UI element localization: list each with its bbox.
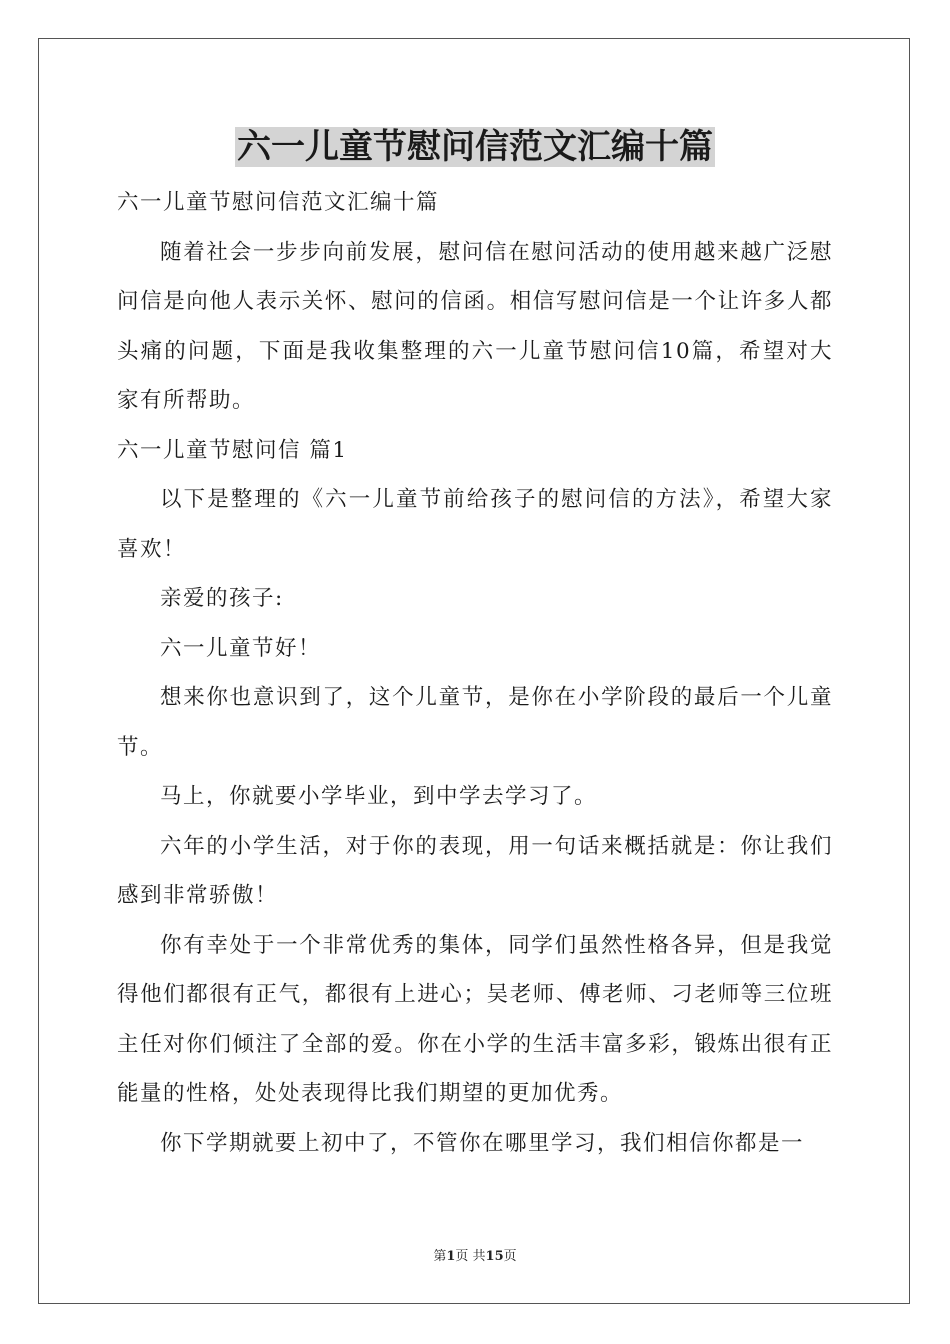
paragraph: 六一儿童节好！ <box>160 635 322 661</box>
paragraph: 亲爱的孩子: <box>160 586 284 611</box>
page-number-mid: 页 共 <box>455 1249 486 1264</box>
page-number-prefix: 第 <box>433 1249 447 1264</box>
document-body <box>117 178 833 1168</box>
paragraph: 想来你也意识到了，这个儿童节，是你在小学阶段的最后一个儿童节。 <box>117 685 833 760</box>
page-number-current: 1 <box>446 1249 456 1264</box>
page-footer <box>0 1248 950 1266</box>
paragraph: 六年的小学生活，对于你的表现，用一句话来概括就是：你让我们感到非常骄傲！ <box>117 833 833 908</box>
paragraph: 你下学期就要上初中了，不管你在哪里学习，我们相信你都是一 <box>160 1130 805 1156</box>
paragraph: 你有幸处于一个非常优秀的集体，同学们虽然性格各异，但是我觉得他们都很有正气，都很有上进心；吴老师、傅老师、刁老师等三位班主任对你们倾注了全部的爱。你在小学的生活丰富多彩，锻炼出很有正能量的性格，处处表现得比我们期望的更加优秀。 <box>117 932 833 1106</box>
paragraph: 六一儿童节慰问信范文汇编十篇 <box>117 190 440 215</box>
document-title-text: 六一儿童节慰问信范文汇编十篇 <box>237 127 713 167</box>
paragraph: 随着社会一步步向前发展，慰问信在慰问活动的使用越来越广泛慰问信是向他人表示关怀、慰问的信函。相信写慰问信是一个让许多人都头痛的问题，下面是我收集整理的六一儿童节慰问信10篇，希望对大家有所帮助。 <box>117 239 833 413</box>
page-number-suffix: 页 <box>503 1249 517 1264</box>
document-title <box>0 124 950 170</box>
paragraph: 以下是整理的《六一儿童节前给孩子的慰问信的方法》，希望大家喜欢！ <box>117 487 833 562</box>
paragraph: 六一儿童节慰问信 篇1 <box>117 437 348 463</box>
page-number-total: 15 <box>485 1249 504 1264</box>
paragraph: 马上，你就要小学毕业，到中学去学习了。 <box>160 784 598 809</box>
